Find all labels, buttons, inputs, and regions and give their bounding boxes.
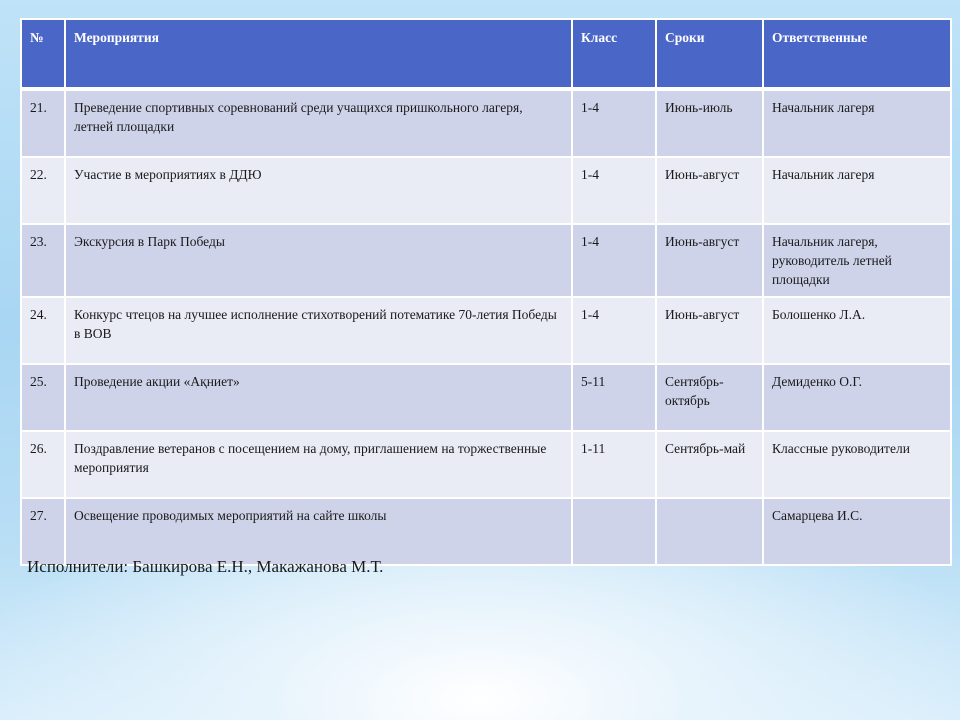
cell-responsible: Начальник лагеря, руководитель летней площадки [763,224,951,297]
cell-class [572,498,656,565]
cell-class: 1-4 [572,89,656,157]
cell-event: Участие в мероприятиях в ДДЮ [65,157,572,224]
cell-dates: Июнь-август [656,224,763,297]
cell-dates: Июнь-август [656,297,763,364]
header-class: Класс [572,19,656,89]
cell-event: Проведение акции «Ақниет» [65,364,572,431]
cell-row-number: 22. [21,157,65,224]
cell-dates [656,498,763,565]
table-row [21,89,951,157]
cell-row-number: 23. [21,224,65,297]
table-row [21,297,951,364]
cell-dates: Сентябрь-май [656,431,763,498]
footer-performers: Исполнители: Башкирова Е.Н., Макажанова М.Т. [27,557,384,576]
cell-event: Освещение проводимых мероприятий на сайте школы [65,498,572,565]
header-events: Мероприятия [65,19,572,89]
table-row [21,431,951,498]
cell-dates: Июнь-август [656,157,763,224]
table-row [21,498,951,565]
cell-dates: Сентябрь-октябрь [656,364,763,431]
cell-row-number: 26. [21,431,65,498]
cell-class: 5-11 [572,364,656,431]
table-row [21,224,951,297]
cell-event: Экскурсия в Парк Победы [65,224,572,297]
table-header-row [21,19,951,89]
header-responsible: Ответственные [763,19,951,89]
cell-event: Конкурс чтецов на лучшее исполнение стихотворений потематике 70-летия Победы в ВОВ [65,297,572,364]
cell-class: 1-11 [572,431,656,498]
cell-responsible: Самарцева И.С. [763,498,951,565]
cell-row-number: 25. [21,364,65,431]
header-number: № [21,19,65,89]
cell-class: 1-4 [572,297,656,364]
cell-row-number: 21. [21,89,65,157]
cell-responsible: Начальник лагеря [763,89,951,157]
cell-class: 1-4 [572,224,656,297]
table-row [21,364,951,431]
table-row [21,157,951,224]
cell-responsible: Болошенко Л.А. [763,297,951,364]
cell-dates: Июнь-июль [656,89,763,157]
cell-responsible: Демиденко О.Г. [763,364,951,431]
cell-responsible: Начальник лагеря [763,157,951,224]
cell-row-number: 24. [21,297,65,364]
header-dates: Сроки [656,19,763,89]
cell-event: Поздравление ветеранов с посещением на дому, приглашением на торжественные мероприятия [65,431,572,498]
events-table [20,18,952,566]
cell-responsible: Классные руководители [763,431,951,498]
cell-row-number: 27. [21,498,65,565]
cell-class: 1-4 [572,157,656,224]
cell-event: Преведение спортивных соревнований среди учащихся пришкольного лагеря, летней площадки [65,89,572,157]
